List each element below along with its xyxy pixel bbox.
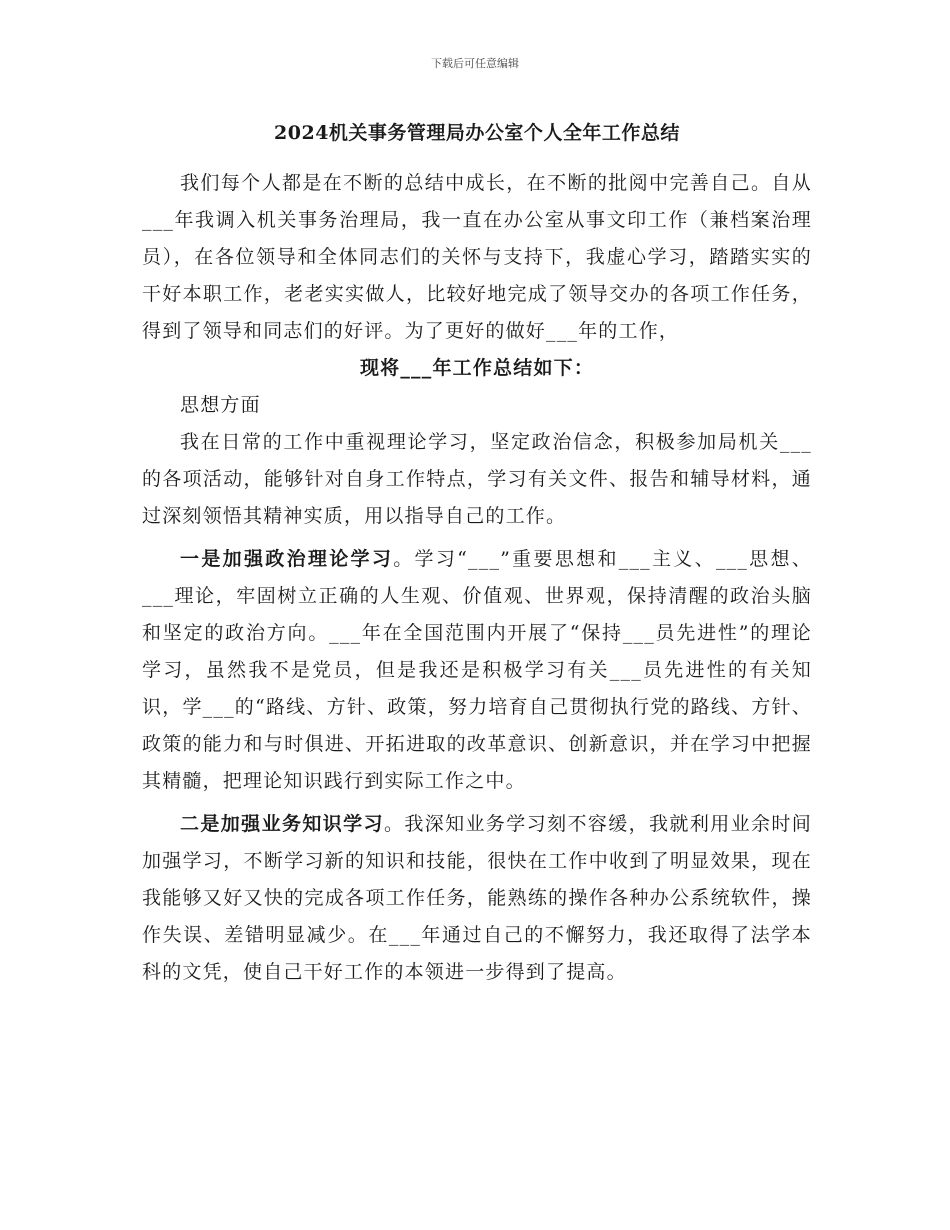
point-two-lead: 二是加强业务知识学习 xyxy=(180,813,384,835)
point-two-paragraph xyxy=(142,806,812,991)
point-one-lead: 一是加强政治理论学习 xyxy=(180,548,394,570)
section-intro-paragraph: 我在日常的工作中重视理论学习，坚定政治信念，积极参加局机关___的各项活动，能够针对自身工作特点，学习有关文件、报告和辅导材料，通过深刻领悟其精神实质，用以指导自己的工作。 xyxy=(142,431,812,527)
document-title: 2024机关事务管理局办公室个人全年工作总结 xyxy=(274,122,680,144)
section-label: 思想方面 xyxy=(180,394,261,416)
summary-heading: 现将___年工作总结如下： xyxy=(359,357,595,379)
document-body xyxy=(142,118,812,991)
point-one-text: 。学习“___”重要思想和___主义、___思想、___理论，牢固树立正确的人生观、价值观、世界观，保持清醒的政治头脑和坚定的政治方向。___年在全国范围内开展了“保持___员先进性”的理论学习，虽然我不是党员，但是我还是积极学习有关___员先进性的有关知识，学___的“路线、方针、政策，努力培育自己贯彻执行党的路线、方针、政策的能力和与时俱进、开拓进取的改革意识、创新意识，并在学习中把握其精髓，把理论知识践行到实际工作之中。 xyxy=(142,548,812,792)
point-one-paragraph xyxy=(142,541,812,800)
intro-paragraph: 我们每个人都是在不断的总结中成长，在不断的批阅中完善自己。自从___年我调入机关事务治理局，我一直在办公室从事文印工作（兼档案治理员），在各位领导和全体同志们的关怀与支持下，我虚心学习，踏踏实实的干好本职工作，老老实实做人，比较好地完成了领导交办的各项工作任务，得到了领导和同志们的好评。为了更好的做好___年的工作， xyxy=(142,172,812,342)
point-two-text: 。我深知业务学习刻不容缓，我就利用业余时间加强学习，不断学习新的知识和技能，很快在工作中收到了明显效果，现在我能够又好又快的完成各项工作任务，能熟练的操作各种办公系统软件，操作失误、差错明显减少。在___年通过自己的不懈努力，我还取得了法学本科的文凭，使自己干好工作的本领进一步得到了提高。 xyxy=(142,813,812,983)
header-note: 下载后可任意编辑 xyxy=(431,57,519,70)
